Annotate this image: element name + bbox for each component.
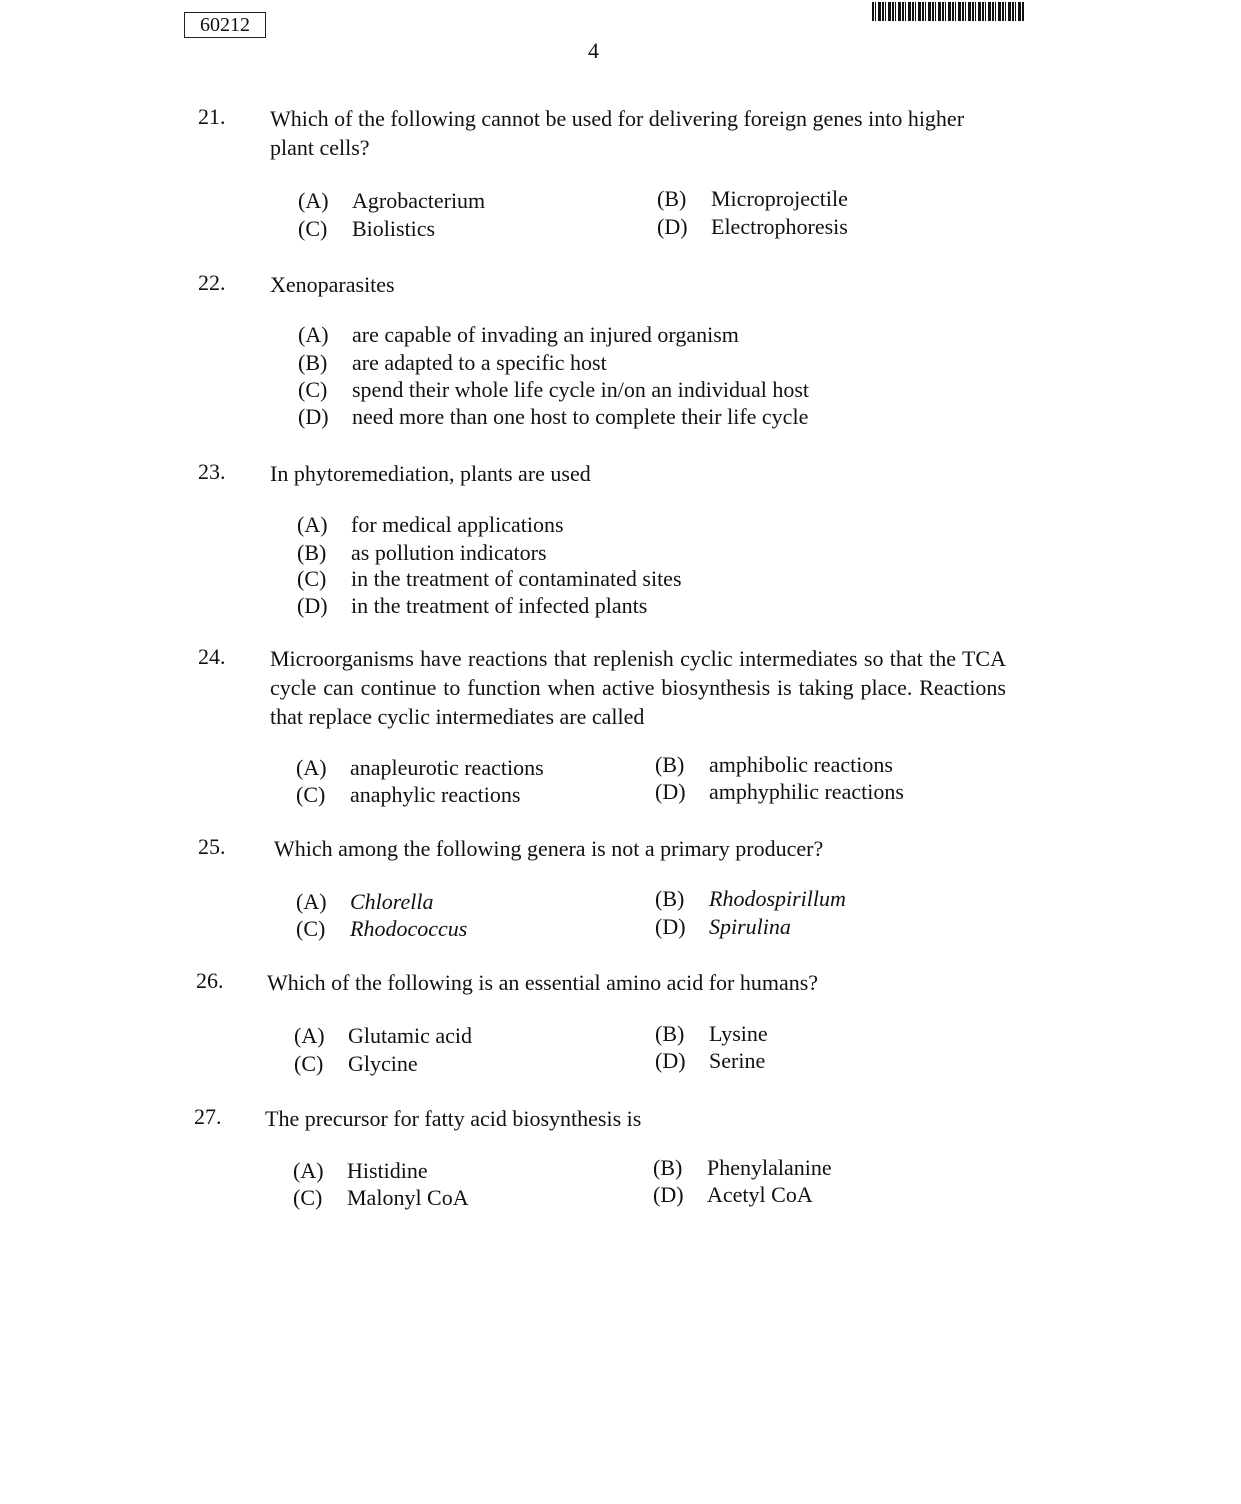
option-a — [298, 322, 739, 348]
option-text: Serine — [709, 1048, 766, 1073]
option-d — [297, 593, 647, 619]
option-text: Electrophoresis — [711, 214, 848, 239]
question-number: 24. — [198, 644, 226, 669]
option-label: (A) — [294, 1023, 325, 1048]
option-label: (C) — [296, 916, 326, 941]
option-text: anapleurotic reactions — [350, 755, 544, 780]
option-text: in the treatment of infected plants — [351, 593, 648, 618]
option-b — [655, 752, 893, 778]
option-text: Glycine — [348, 1051, 418, 1076]
option-label: (C) — [298, 216, 328, 241]
question-text: In phytoremediation, plants are used — [270, 461, 591, 486]
option-label: (C) — [298, 377, 328, 402]
option-text: are capable of invading an injured organism — [352, 322, 739, 347]
option-a — [296, 889, 434, 915]
option-text: need more than one host to complete their life cycle — [352, 404, 809, 429]
question-number: 27. — [194, 1104, 222, 1129]
option-text: amphyphilic reactions — [709, 779, 904, 804]
option-d — [653, 1182, 813, 1208]
paper-code: 60212 — [184, 12, 266, 38]
option-text: are adapted to a specific host — [352, 350, 607, 375]
option-label: (D) — [657, 214, 688, 239]
question-number: 26. — [196, 968, 224, 993]
option-text: amphibolic reactions — [709, 752, 893, 777]
option-d — [655, 914, 791, 940]
option-label: (C) — [294, 1051, 324, 1076]
option-text: anaphylic reactions — [350, 782, 521, 807]
option-label: (B) — [657, 186, 687, 211]
option-a — [296, 755, 544, 781]
option-label: (D) — [655, 779, 686, 804]
question-text: Which of the following is an essential amino acid for humans? — [267, 970, 819, 995]
option-label: (A) — [296, 889, 327, 914]
option-label: (B) — [655, 1021, 685, 1046]
question-text: Xenoparasites — [270, 272, 395, 297]
option-a — [298, 188, 485, 214]
option-d — [657, 214, 848, 240]
option-label: (C) — [297, 566, 327, 591]
option-b — [298, 350, 607, 376]
option-text: Rhodospirillum — [709, 886, 846, 911]
option-b — [653, 1155, 832, 1181]
option-c — [294, 1051, 418, 1077]
barcode — [872, 2, 1024, 21]
question-text: Microorganisms have reactions that replenish cyclic intermediates so that the TCA cycle can continue to function when active biosynthesis is taking place. Reactions that replace cyclic intermediates are called — [270, 646, 1006, 729]
option-text: Histidine — [347, 1158, 428, 1183]
option-c — [296, 782, 520, 808]
option-label: (D) — [653, 1182, 684, 1207]
question-text: Which of the following cannot be used for delivering foreign genes into higher plant cells? — [270, 106, 965, 160]
question-number: 21. — [198, 104, 226, 129]
option-label: (A) — [297, 512, 328, 537]
question-text: The precursor for fatty acid biosynthesis is — [265, 1106, 642, 1131]
option-text: Biolistics — [352, 216, 436, 241]
question-number: 22. — [198, 270, 226, 295]
question-text: Which among the following genera is not a primary producer? — [274, 836, 824, 861]
option-a — [294, 1023, 472, 1049]
option-text: Spirulina — [709, 914, 791, 939]
option-label: (D) — [655, 1048, 686, 1073]
option-text: spend their whole life cycle in/on an individual host — [352, 377, 810, 402]
option-text: Phenylalanine — [707, 1155, 832, 1180]
option-c — [296, 916, 467, 942]
option-label: (C) — [293, 1185, 323, 1210]
option-b — [655, 886, 846, 912]
page-number: 4 — [588, 38, 599, 63]
option-d — [298, 404, 808, 430]
option-text: for medical applications — [351, 512, 564, 537]
option-a — [297, 512, 564, 538]
option-c — [293, 1185, 469, 1211]
option-label: (D) — [297, 593, 328, 618]
option-label: (D) — [655, 914, 686, 939]
option-label: (A) — [298, 322, 329, 347]
option-label: (A) — [298, 188, 329, 213]
option-text: Chlorella — [350, 889, 434, 914]
option-text: Malonyl CoA — [347, 1185, 469, 1210]
question-number: 25. — [198, 834, 226, 859]
option-text: in the treatment of contaminated sites — [351, 566, 682, 591]
option-text: as pollution indicators — [351, 540, 547, 565]
option-label: (B) — [655, 752, 685, 777]
option-d — [655, 779, 904, 805]
option-text: Rhodococcus — [350, 916, 468, 941]
option-text: Agrobacterium — [352, 188, 486, 213]
option-b — [655, 1021, 768, 1047]
question-number: 23. — [198, 459, 226, 484]
option-b — [297, 540, 547, 566]
option-label: (C) — [296, 782, 326, 807]
option-d — [655, 1048, 765, 1074]
option-a — [293, 1158, 428, 1184]
option-c — [298, 377, 809, 403]
option-label: (B) — [298, 350, 328, 375]
option-text: Glutamic acid — [348, 1023, 473, 1048]
option-label: (B) — [297, 540, 327, 565]
option-label: (A) — [296, 755, 327, 780]
option-label: (B) — [655, 886, 685, 911]
option-c — [298, 216, 435, 242]
option-label: (B) — [653, 1155, 683, 1180]
option-c — [297, 566, 682, 592]
option-text: Acetyl CoA — [707, 1182, 813, 1207]
option-text: Microprojectile — [711, 186, 848, 211]
option-b — [657, 186, 848, 212]
option-label: (D) — [298, 404, 329, 429]
option-label: (A) — [293, 1158, 324, 1183]
option-text: Lysine — [709, 1021, 768, 1046]
